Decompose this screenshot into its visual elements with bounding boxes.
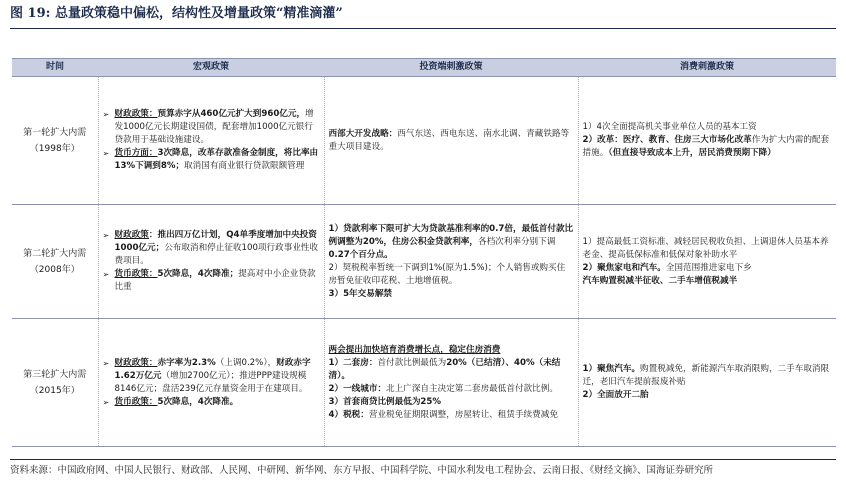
table-row	[12, 319, 836, 447]
table-header-row	[12, 59, 836, 77]
table-row	[12, 77, 836, 205]
list-item: ➢ 货币政策：5次降息，4次降准。	[103, 396, 320, 409]
header-consume: 消费刺激政策	[578, 59, 836, 77]
figure-title	[10, 2, 836, 29]
list-item: ➢ 财政政策：赤字率为2.3%（上调0.2%），财政赤字1.62万亿元（增加2700亿元）；推进PPP建设规模8146亿元；盘活239亿元存量资金用于在建项目。	[103, 357, 320, 396]
policy-table	[12, 58, 836, 447]
invest-cell: 西部大开发战略：西气东送、西电东送、南水北调、青藏铁路等重大项目建设。	[324, 77, 578, 205]
header-invest: 投资端刺激政策	[324, 59, 578, 77]
header-macro: 宏观政策	[98, 59, 324, 77]
list-item: ➢ 财政政策：预算赤字从460亿元扩大到960亿元，增发1000亿元长期建设国债，配套增加1000亿元银行贷款用于基础设施建设。	[103, 108, 320, 147]
macro-cell	[98, 319, 324, 447]
macro-cell	[98, 205, 324, 319]
figure-label: 图 19:	[10, 6, 51, 21]
consume-cell: 1）聚焦汽车。购置税减免，新能源汽车取消限购，二手车取消限迁，老旧汽车提前报废补贴 2）全面放开二胎	[578, 319, 836, 447]
invest-cell: 1）贷款利率下限可扩大为贷款基准利率的0.7倍，最低首付款比例调整为20%，住房公积金贷款利率，各档次利率分别下调0.27个百分点。 2）契税税率暂统一下调到1%(原为1.5%)；个人销售或购买住房暂免征收印花税、土地增值税。 3）5年交易解禁	[324, 205, 578, 319]
consume-cell: 1）4次全面提高机关事业单位人员的基本工资 2）改革：医疗、教育、住房三大市场化改革作为扩大内需的配套措施。（但直接导致成本上升，居民消费预期下降）	[578, 77, 836, 205]
list-item: ➢ 货币方面：3次降息，改革存款准备金制度，将比率由13%下调到8%；取消国有商业银行贷款限额管理	[103, 147, 320, 173]
figure-title-text: 总量政策稳中偏松，结构性及增量政策“精准滴灌”	[54, 6, 343, 21]
list-item: ➢ 财政政策：推出四万亿计划，Q4单季度增加中央投资1000亿元；公布取消和停止征收100项行政事业性收费项目。	[103, 229, 320, 268]
period-cell: 第一轮扩大内需 （1998年）	[12, 77, 98, 205]
period-cell: 第二轮扩大内需 （2008年）	[12, 205, 98, 319]
invest-cell: 两会提出加快培育消费增长点，稳定住房消费 1）二套房：首付款比例最低为20%（已结清）、40%（未结清）。 2）一线城市：北上广深自主决定第二套房最低首付款比例。 3）首套商贷比例最低为25% 4）税税：营业税免征期限调整，房屋转让、租赁手续费减免	[324, 319, 578, 447]
source-note: 资料来源：中国政府网、中国人民银行、财政部、人民网、中研网、新华网、东方早报、中国科学院、中国水利发电工程协会、云南日报、《财经文摘》、国海证券研究所	[10, 459, 836, 478]
consume-cell: 1）提高最低工资标准、减轻居民税收负担、上调退休人员基本养老金、提高低保标准和低保对象补助水平 2）聚焦家电和汽车。全国范围推进家电下乡 汽车购置税减半征收、二手车增值税减半	[578, 205, 836, 319]
list-item: ➢ 货币政策：5次降息，4次降准；提高对中小企业贷款比重	[103, 268, 320, 294]
header-period: 时间	[12, 59, 98, 77]
table-row	[12, 205, 836, 319]
period-cell: 第三轮扩大内需 （2015年）	[12, 319, 98, 447]
macro-cell	[98, 77, 324, 205]
